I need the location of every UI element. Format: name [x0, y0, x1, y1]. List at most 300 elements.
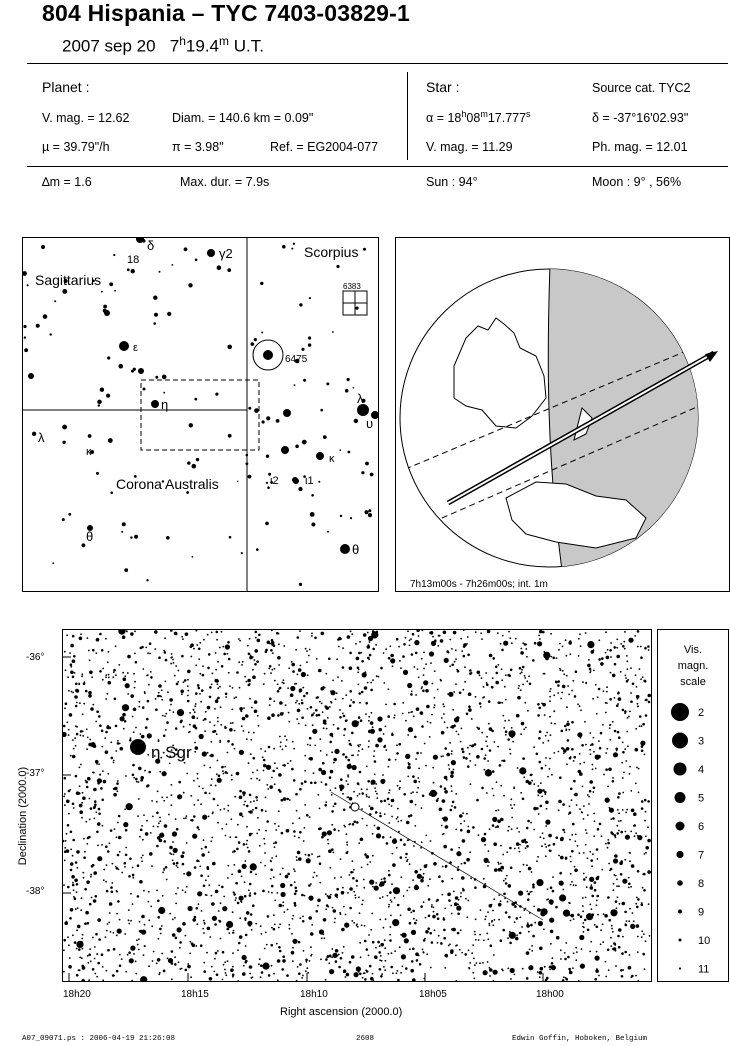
map-star	[169, 698, 173, 702]
map-star	[316, 910, 319, 913]
map-star	[257, 639, 261, 643]
map-star	[433, 782, 435, 784]
map-star	[354, 972, 359, 977]
map-star	[596, 951, 598, 953]
map-star	[330, 690, 332, 692]
map-star	[348, 759, 351, 762]
map-star	[347, 776, 349, 778]
map-star	[171, 804, 173, 806]
map-star	[486, 933, 488, 935]
map-star	[356, 880, 359, 883]
map-star	[578, 638, 580, 640]
map-star	[533, 906, 535, 908]
map-star	[81, 957, 83, 959]
map-star	[442, 799, 446, 803]
finder-star	[52, 562, 54, 564]
map-star	[254, 892, 257, 895]
map-star	[437, 917, 440, 920]
map-star	[587, 857, 589, 859]
map-star	[489, 975, 491, 977]
scale-dot-5	[675, 792, 686, 803]
map-star	[77, 907, 79, 909]
map-star	[509, 931, 511, 933]
map-star	[444, 658, 449, 663]
constellation-scorpius: Scorpius	[304, 244, 359, 260]
map-star	[596, 848, 599, 851]
map-star	[138, 767, 142, 771]
map-star	[385, 918, 387, 920]
map-star	[86, 843, 88, 845]
map-star	[459, 814, 463, 818]
map-star	[209, 721, 211, 723]
map-star	[577, 703, 579, 705]
map-star	[519, 932, 522, 935]
map-star	[450, 905, 452, 907]
map-star	[430, 967, 432, 969]
map-star	[329, 867, 331, 869]
map-star	[363, 887, 365, 889]
map-star	[151, 865, 153, 867]
map-star	[106, 864, 108, 866]
map-star	[279, 790, 282, 793]
map-star	[249, 892, 251, 894]
map-star	[572, 967, 574, 969]
map-star	[457, 670, 460, 673]
map-star	[449, 742, 451, 744]
map-star	[370, 721, 374, 725]
map-star	[590, 886, 594, 890]
map-star	[617, 935, 620, 938]
map-star	[278, 825, 280, 827]
map-star	[190, 656, 192, 658]
map-star	[251, 929, 253, 931]
map-star	[469, 760, 471, 762]
map-star	[610, 909, 617, 916]
map-star	[639, 715, 642, 718]
map-star	[309, 816, 311, 818]
map-star	[220, 706, 222, 708]
map-star	[255, 923, 257, 925]
map-star	[115, 645, 117, 647]
map-star	[616, 832, 619, 835]
map-star	[427, 927, 430, 930]
map-star	[371, 780, 376, 785]
map-star	[582, 910, 584, 912]
map-star	[431, 714, 433, 716]
map-star	[164, 715, 166, 717]
map-star	[274, 783, 276, 785]
map-star	[64, 850, 67, 853]
map-star	[156, 962, 158, 964]
map-star	[519, 871, 521, 873]
map-star	[174, 917, 176, 919]
map-star	[152, 816, 154, 818]
map-star	[260, 925, 262, 927]
map-star	[572, 823, 575, 826]
map-star	[274, 680, 276, 682]
map-star	[183, 873, 185, 875]
map-star	[559, 776, 562, 779]
map-star	[502, 970, 504, 972]
map-star	[545, 825, 547, 827]
map-star	[212, 862, 216, 866]
map-star	[384, 969, 386, 971]
map-star	[366, 825, 368, 827]
map-star	[134, 631, 136, 633]
map-star	[388, 906, 390, 908]
star-heading: Star :	[426, 79, 460, 95]
map-star	[239, 750, 244, 755]
map-star	[135, 961, 137, 963]
map-star	[384, 813, 386, 815]
finder-star	[146, 579, 148, 581]
map-star	[267, 641, 271, 645]
map-star	[75, 683, 78, 686]
map-star	[273, 973, 275, 975]
map-star	[171, 794, 173, 796]
map-star	[305, 970, 307, 972]
map-star	[534, 922, 536, 924]
y-tick-38: -38°	[26, 886, 45, 897]
map-star	[451, 805, 453, 807]
map-star	[271, 885, 274, 888]
map-star	[323, 727, 325, 729]
map-star	[525, 847, 527, 849]
map-star	[277, 690, 280, 693]
constellation-corona-australis: Corona Australis	[116, 476, 219, 492]
map-star	[442, 866, 444, 868]
map-star	[574, 869, 578, 873]
map-star	[140, 647, 143, 650]
map-star	[502, 715, 504, 717]
map-star	[375, 644, 377, 646]
map-star	[222, 646, 224, 648]
map-star	[291, 663, 295, 667]
map-star	[510, 669, 513, 672]
map-star	[285, 745, 287, 747]
map-star	[491, 920, 493, 922]
map-star	[353, 891, 355, 893]
map-star	[190, 819, 192, 821]
map-star	[99, 633, 102, 636]
map-star	[622, 879, 627, 884]
map-star	[421, 688, 423, 690]
map-star	[278, 664, 280, 666]
map-star	[491, 686, 494, 689]
map-star	[401, 954, 406, 959]
map-star	[196, 907, 199, 910]
map-star	[388, 792, 390, 794]
map-star	[121, 872, 123, 874]
scale-dot-7	[676, 851, 683, 858]
map-star	[542, 742, 544, 744]
map-star	[573, 756, 576, 759]
map-star	[474, 934, 476, 936]
map-star	[431, 906, 433, 908]
map-star	[615, 748, 618, 751]
map-star	[469, 745, 471, 747]
map-star	[194, 916, 197, 919]
map-star	[64, 777, 67, 780]
map-star	[418, 676, 420, 678]
map-star	[91, 865, 94, 868]
map-star	[310, 706, 313, 709]
map-star	[262, 890, 265, 893]
map-star	[135, 973, 137, 975]
map-star	[466, 813, 468, 815]
finder-star	[248, 475, 252, 479]
map-star	[342, 698, 344, 700]
map-star	[159, 972, 161, 974]
map-star	[368, 740, 370, 742]
map-star	[403, 643, 406, 646]
map-star	[269, 704, 271, 706]
map-star	[139, 701, 141, 703]
map-star	[467, 765, 470, 768]
map-star	[251, 707, 253, 709]
map-star	[159, 771, 161, 773]
map-star	[547, 776, 549, 778]
map-star	[209, 793, 211, 795]
map-star	[537, 795, 539, 797]
map-star	[487, 760, 489, 762]
finder-star	[298, 487, 302, 491]
scale-label-10: 10	[698, 935, 711, 947]
map-star	[630, 700, 633, 703]
map-star	[108, 651, 110, 653]
map-star	[162, 895, 164, 897]
map-star	[620, 873, 623, 876]
map-star	[415, 652, 418, 655]
map-star	[501, 679, 503, 681]
map-star	[648, 701, 651, 704]
map-star	[366, 970, 369, 973]
map-star	[525, 648, 527, 650]
map-star	[145, 832, 149, 836]
map-star	[636, 695, 640, 699]
map-star	[498, 919, 500, 921]
map-star	[273, 928, 276, 931]
map-star	[233, 930, 235, 932]
map-star	[174, 632, 178, 636]
finder-star	[326, 382, 329, 385]
map-star	[113, 762, 115, 764]
sun-elongation: Sun : 94°	[426, 175, 478, 189]
map-star	[454, 902, 458, 906]
map-star	[526, 977, 529, 980]
finder-star	[266, 482, 268, 484]
map-star	[67, 886, 70, 889]
map-star	[158, 938, 160, 940]
map-star	[342, 952, 344, 954]
map-star	[430, 631, 434, 635]
map-star	[352, 720, 359, 727]
map-star	[215, 679, 219, 683]
map-star	[253, 732, 255, 734]
map-star	[590, 859, 593, 862]
map-star	[617, 796, 620, 799]
map-star	[501, 649, 504, 652]
map-star	[119, 964, 122, 967]
map-star	[549, 844, 551, 846]
map-star	[162, 872, 164, 874]
map-star	[629, 766, 631, 768]
map-star	[271, 857, 273, 859]
map-star	[171, 653, 173, 655]
map-star	[462, 812, 464, 814]
map-star	[150, 676, 153, 679]
map-star	[439, 635, 441, 637]
map-star	[549, 700, 551, 702]
map-star	[293, 748, 295, 750]
map-star	[271, 630, 273, 631]
map-star	[195, 746, 199, 750]
map-star	[173, 849, 177, 853]
map-star	[176, 683, 179, 686]
map-star	[415, 758, 417, 760]
map-star	[307, 708, 309, 710]
map-star	[565, 857, 568, 860]
map-star	[516, 842, 520, 846]
map-star	[392, 972, 394, 974]
map-star	[318, 670, 320, 672]
map-star	[321, 781, 323, 783]
map-star	[407, 776, 409, 778]
map-star	[483, 878, 485, 880]
map-star	[175, 903, 177, 905]
map-star	[154, 648, 156, 650]
map-star	[217, 697, 220, 700]
map-star	[605, 961, 607, 963]
map-star	[211, 778, 213, 780]
map-star	[339, 716, 342, 719]
map-star	[321, 770, 326, 775]
map-star	[492, 817, 497, 822]
map-star	[70, 862, 74, 866]
map-star	[274, 924, 276, 926]
map-star	[618, 736, 621, 739]
map-star	[411, 960, 414, 963]
map-star	[303, 950, 305, 952]
map-star	[225, 771, 228, 774]
map-star	[383, 733, 385, 735]
label-theta-right: θ	[352, 542, 360, 557]
map-star	[521, 839, 525, 843]
map-star	[256, 799, 258, 801]
map-star	[162, 771, 167, 776]
map-star	[593, 649, 595, 651]
map-star	[107, 661, 109, 663]
map-star	[503, 641, 508, 646]
map-star	[274, 762, 276, 764]
map-star	[130, 632, 134, 636]
map-star	[252, 904, 255, 907]
map-star	[281, 968, 284, 971]
map-star	[425, 835, 427, 837]
map-star	[116, 836, 118, 838]
map-star	[67, 824, 70, 827]
map-star	[237, 949, 239, 951]
map-star	[368, 955, 370, 957]
map-star	[193, 815, 196, 818]
map-star	[349, 797, 353, 801]
map-star	[94, 818, 96, 820]
map-star	[524, 677, 526, 679]
map-star	[451, 760, 456, 765]
map-star	[294, 904, 297, 907]
map-star	[185, 969, 188, 972]
map-star	[541, 845, 543, 847]
map-star	[631, 809, 635, 813]
map-star	[563, 910, 570, 917]
map-star	[449, 943, 451, 945]
map-star	[407, 908, 411, 912]
map-star	[289, 799, 291, 801]
map-star	[303, 840, 305, 842]
map-star	[86, 786, 89, 789]
map-star	[502, 635, 504, 637]
map-star	[409, 948, 411, 950]
map-star	[640, 646, 642, 648]
finder-star	[127, 268, 130, 271]
map-star	[118, 836, 122, 840]
map-star	[301, 894, 304, 897]
map-star	[63, 840, 64, 843]
footer-author: Edwin Goffin, Hoboken, Belgium	[512, 1035, 648, 1043]
map-star	[434, 704, 436, 706]
map-star	[197, 826, 200, 829]
map-star	[518, 831, 520, 833]
finder-bright-star	[316, 452, 324, 460]
map-star	[177, 681, 179, 683]
map-star	[346, 973, 350, 977]
map-star	[79, 969, 81, 971]
map-star	[102, 979, 104, 981]
map-star	[201, 853, 205, 857]
map-star	[376, 797, 378, 799]
map-star	[538, 707, 541, 710]
finder-star	[368, 513, 372, 517]
map-star	[63, 725, 66, 728]
map-star	[355, 643, 357, 645]
map-star	[267, 716, 271, 720]
map-star	[292, 918, 294, 920]
map-star	[68, 729, 70, 731]
map-star	[475, 631, 477, 633]
scale-dot-2	[671, 703, 689, 721]
map-star	[361, 924, 363, 926]
map-star	[283, 679, 285, 681]
map-star	[523, 909, 525, 911]
map-star	[498, 664, 500, 666]
map-star	[72, 934, 74, 936]
map-star	[117, 929, 122, 934]
asia-outline	[436, 278, 460, 302]
map-star	[224, 726, 226, 728]
map-star	[217, 760, 219, 762]
map-star	[629, 852, 631, 854]
map-star	[490, 944, 493, 947]
map-star	[324, 687, 326, 689]
finder-bright-star	[283, 409, 291, 417]
map-star	[321, 937, 323, 939]
map-star	[440, 942, 442, 944]
map-star	[380, 881, 385, 886]
map-star	[254, 663, 257, 666]
map-star	[303, 695, 306, 698]
map-star	[343, 809, 346, 812]
map-star	[102, 825, 104, 827]
